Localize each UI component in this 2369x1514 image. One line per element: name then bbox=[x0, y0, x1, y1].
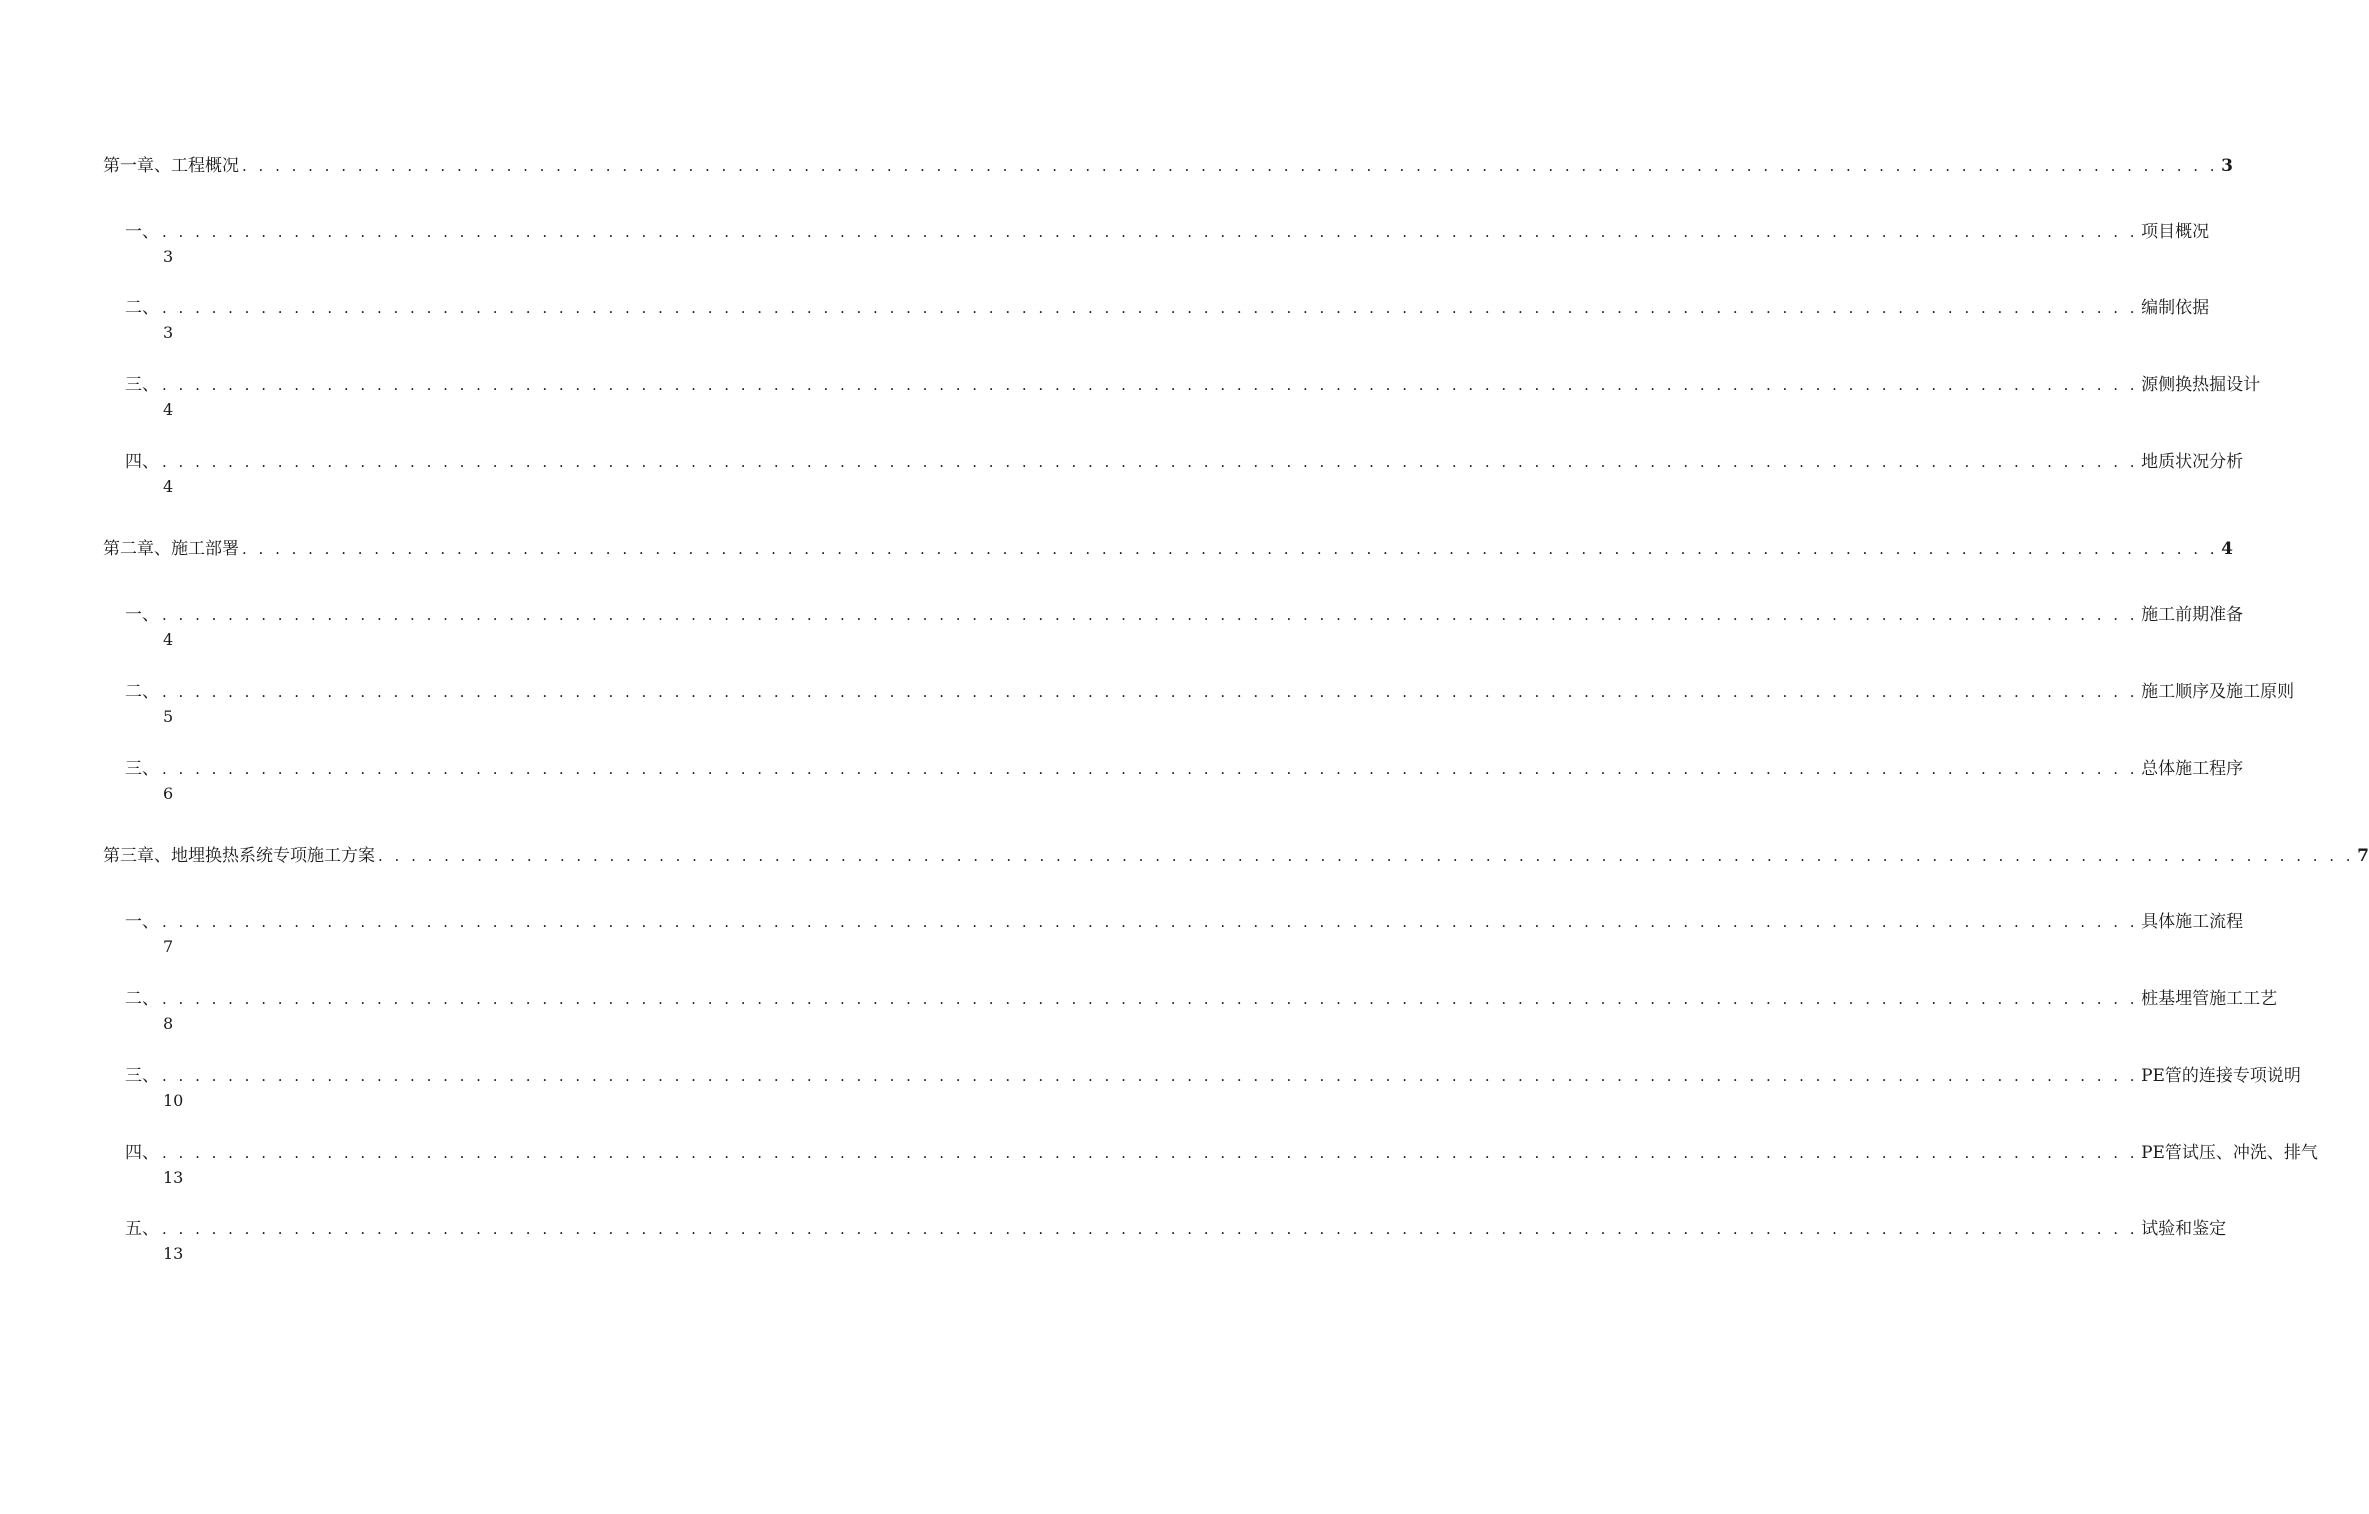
item-title: 施工前期准备 bbox=[2141, 605, 2244, 625]
toc-chapter-1 bbox=[103, 154, 2233, 178]
dot-leader: . . . . . . . . . . . . . . . . . . . . . . . . . . . . . . . . . . . . . . . . . . . . . . . . . . . . . . . . . . . . . . . . . . . . . . . . . . . . . . . . . . . . . . . . . . . . . . . . . . . . . . . . . . . . . . . . . . . . . . . . bbox=[162, 376, 2139, 394]
toc-item bbox=[125, 1217, 2227, 1241]
item-number: 二、 bbox=[125, 298, 159, 318]
item-title: 源侧换热掘设计 bbox=[2141, 375, 2261, 395]
chapter-title: 第一章、工程概况 bbox=[103, 156, 239, 176]
toc-item bbox=[125, 220, 2210, 244]
dot-leader: . . . . . . . . . . . . . . . . . . . . . . . . . . . . . . . . . . . . . . . . . . . . . . . . . . . . . . . . . . . . . . . . . . . . . . . . . . . . . . . . . . . . . . . . . . . . . . . . . . . . . . . . . . . . . . . . . . . . . . . . bbox=[162, 683, 2139, 701]
dot-leader: . . . . . . . . . . . . . . . . . . . . . . . . . . . . . . . . . . . . . . . . . . . . . . . . . . . . . . . . . . . . . . . . . . . . . . . . . . . . . . . . . . . . . . . . . . . . . . . . . . . . . . . . . . . . . . . . . . . . . . . . bbox=[162, 913, 2139, 931]
item-title: 总体施工程序 bbox=[2141, 759, 2244, 779]
item-page-number: 7 bbox=[163, 937, 174, 956]
item-title: 编制依据 bbox=[2141, 298, 2210, 318]
dot-leader: . . . . . . . . . . . . . . . . . . . . . . . . . . . . . . . . . . . . . . . . . . . . . . . . . . . . . . . . . . . . . . . . . . . . . . . . . . . . . . . . . . . . . . . . . . . . . . . . . . . . . . . . . . . . . . . . . . . . . . . . bbox=[242, 157, 2219, 175]
item-number: 二、 bbox=[125, 989, 159, 1009]
chapter-page-number: 3 bbox=[2221, 156, 2233, 176]
toc-item bbox=[125, 296, 2210, 320]
item-number: 三、 bbox=[125, 375, 159, 395]
toc-chapter-3 bbox=[103, 844, 2369, 868]
toc-item bbox=[125, 1141, 2318, 1165]
dot-leader: . . . . . . . . . . . . . . . . . . . . . . . . . . . . . . . . . . . . . . . . . . . . . . . . . . . . . . . . . . . . . . . . . . . . . . . . . . . . . . . . . . . . . . . . . . . . . . . . . . . . . . . . . . . . . . . . . . . . . . . . bbox=[162, 1144, 2139, 1162]
toc-item bbox=[125, 680, 2295, 704]
item-page-number: 4 bbox=[163, 477, 174, 496]
item-title: 项目概况 bbox=[2141, 222, 2210, 242]
item-page-number: 10 bbox=[163, 1091, 184, 1110]
item-number: 四、 bbox=[125, 452, 159, 472]
item-number: 三、 bbox=[125, 759, 159, 779]
item-number: 一、 bbox=[125, 605, 159, 625]
item-title: 桩基埋管施工工艺 bbox=[2141, 989, 2278, 1009]
item-title: PE管试压、冲洗、排气 bbox=[2141, 1143, 2318, 1163]
toc-item bbox=[125, 1064, 2301, 1088]
item-title: 施工顺序及施工原则 bbox=[2141, 682, 2295, 702]
toc-item bbox=[125, 987, 2278, 1011]
chapter-title: 第三章、地埋换热系统专项施工方案 bbox=[103, 846, 375, 866]
item-page-number: 8 bbox=[163, 1014, 174, 1033]
dot-leader: . . . . . . . . . . . . . . . . . . . . . . . . . . . . . . . . . . . . . . . . . . . . . . . . . . . . . . . . . . . . . . . . . . . . . . . . . . . . . . . . . . . . . . . . . . . . . . . . . . . . . . . . . . . . . . . . . . . . . . . . bbox=[162, 299, 2139, 317]
item-page-number: 6 bbox=[163, 784, 174, 803]
item-page-number: 3 bbox=[163, 247, 174, 266]
chapter-page-number: 4 bbox=[2221, 539, 2233, 559]
item-title: 具体施工流程 bbox=[2141, 912, 2244, 932]
item-page-number: 3 bbox=[163, 323, 174, 342]
toc-item bbox=[125, 450, 2244, 474]
toc-item bbox=[125, 603, 2244, 627]
item-page-number: 4 bbox=[163, 630, 174, 649]
item-number: 四、 bbox=[125, 1143, 159, 1163]
item-number: 一、 bbox=[125, 222, 159, 242]
item-page-number: 13 bbox=[163, 1168, 184, 1187]
item-number: 三、 bbox=[125, 1066, 159, 1086]
dot-leader: . . . . . . . . . . . . . . . . . . . . . . . . . . . . . . . . . . . . . . . . . . . . . . . . . . . . . . . . . . . . . . . . . . . . . . . . . . . . . . . . . . . . . . . . . . . . . . . . . . . . . . . . . . . . . . . . . . . . . . . . bbox=[162, 606, 2139, 624]
toc-chapter-2 bbox=[103, 537, 2233, 561]
chapter-title: 第二章、施工部署 bbox=[103, 539, 239, 559]
item-title: 试验和鉴定 bbox=[2141, 1219, 2227, 1239]
dot-leader: . . . . . . . . . . . . . . . . . . . . . . . . . . . . . . . . . . . . . . . . . . . . . . . . . . . . . . . . . . . . . . . . . . . . . . . . . . . . . . . . . . . . . . . . . . . . . . . . . . . . . . . . . . . . . . . . . . . . . . . . bbox=[162, 223, 2139, 241]
item-number: 五、 bbox=[125, 1219, 159, 1239]
dot-leader: . . . . . . . . . . . . . . . . . . . . . . . . . . . . . . . . . . . . . . . . . . . . . . . . . . . . . . . . . . . . . . . . . . . . . . . . . . . . . . . . . . . . . . . . . . . . . . . . . . . . . . . . . . . . . . . . . . . . . . . . bbox=[162, 1220, 2139, 1238]
chapter-page-number: 7 bbox=[2357, 846, 2369, 866]
dot-leader: . . . . . . . . . . . . . . . . . . . . . . . . . . . . . . . . . . . . . . . . . . . . . . . . . . . . . . . . . . . . . . . . . . . . . . . . . . . . . . . . . . . . . . . . . . . . . . . . . . . . . . . . . . . . . . . . . . . . . . . . bbox=[162, 453, 2139, 471]
dot-leader: . . . . . . . . . . . . . . . . . . . . . . . . . . . . . . . . . . . . . . . . . . . . . . . . . . . . . . . . . . . . . . . . . . . . . . . . . . . . . . . . . . . . . . . . . . . . . . . . . . . . . . . . . . . . . . . . . . . . . . . . bbox=[162, 990, 2139, 1008]
item-page-number: 5 bbox=[163, 707, 174, 726]
dot-leader: . . . . . . . . . . . . . . . . . . . . . . . . . . . . . . . . . . . . . . . . . . . . . . . . . . . . . . . . . . . . . . . . . . . . . . . . . . . . . . . . . . . . . . . . . . . . . . . . . . . . . . . . . . . . . . . . . . . . . . . . bbox=[162, 1067, 2139, 1085]
item-number: 一、 bbox=[125, 912, 159, 932]
toc-item bbox=[125, 757, 2244, 781]
item-page-number: 13 bbox=[163, 1244, 184, 1263]
item-title: PE管的连接专项说明 bbox=[2141, 1066, 2301, 1086]
dot-leader: . . . . . . . . . . . . . . . . . . . . . . . . . . . . . . . . . . . . . . . . . . . . . . . . . . . . . . . . . . . . . . . . . . . . . . . . . . . . . . . . . . . . . . . . . . . . . . . . . . . . . . . . . . . . . . . . . . . . . . . . bbox=[162, 760, 2139, 778]
item-page-number: 4 bbox=[163, 400, 174, 419]
toc-item bbox=[125, 373, 2261, 397]
toc-item bbox=[125, 910, 2244, 934]
dot-leader: . . . . . . . . . . . . . . . . . . . . . . . . . . . . . . . . . . . . . . . . . . . . . . . . . . . . . . . . . . . . . . . . . . . . . . . . . . . . . . . . . . . . . . . . . . . . . . . . . . . . . . . . . . . . . . . . . . . . . . . . bbox=[378, 847, 2355, 865]
dot-leader: . . . . . . . . . . . . . . . . . . . . . . . . . . . . . . . . . . . . . . . . . . . . . . . . . . . . . . . . . . . . . . . . . . . . . . . . . . . . . . . . . . . . . . . . . . . . . . . . . . . . . . . . . . . . . . . . . . . . . . . . bbox=[242, 540, 2219, 558]
item-number: 二、 bbox=[125, 682, 159, 702]
item-title: 地质状况分析 bbox=[2141, 452, 2244, 472]
